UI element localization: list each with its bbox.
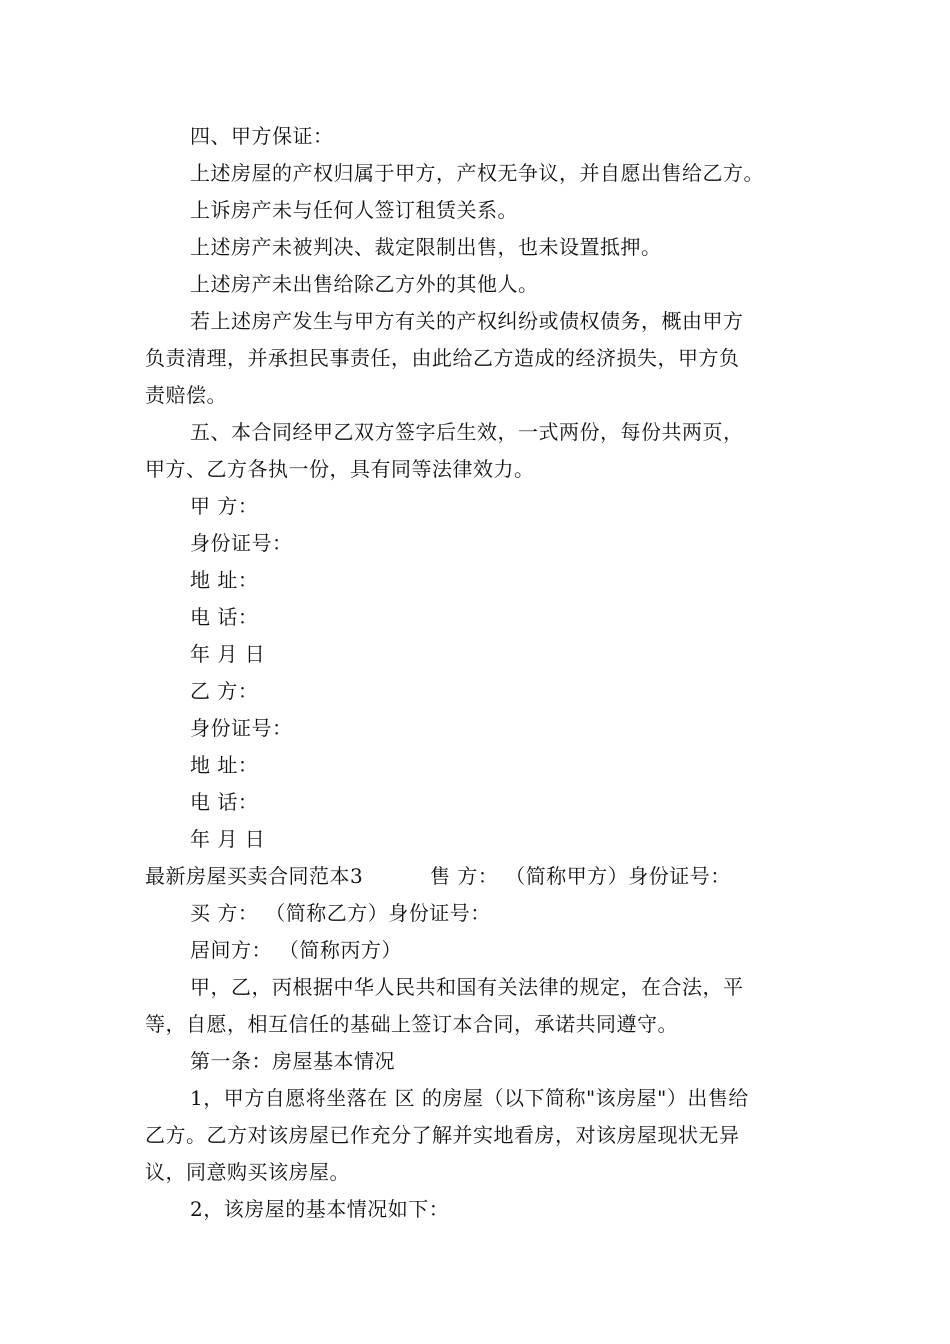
- section4-item-4: 上述房产未出售给除乙方外的其他人。: [190, 272, 539, 296]
- section4-item-2: 上诉房产未与任何人签订租赁关系。: [190, 198, 518, 222]
- section5-line-2: 甲方、乙方各执一份，具有同等法律效力。: [145, 457, 535, 481]
- party-b-address: 地 址：: [190, 753, 259, 777]
- section4-item-1: 上述房屋的产权归属于甲方，产权无争议，并自愿出售给乙方。: [190, 161, 764, 185]
- section4-paragraph-line-3: 责赔偿。: [145, 383, 227, 407]
- party-a-id: 身份证号：: [190, 531, 293, 555]
- section4-paragraph-line-1: 若上述房产发生与甲方有关的产权纠纷或债权债务，概由甲方: [190, 309, 744, 333]
- article1-heading: 第一条：房屋基本情况: [190, 1049, 395, 1073]
- party-a-date: 年 月 日: [190, 642, 266, 666]
- party-b-name: 乙 方：: [190, 679, 259, 703]
- section4-paragraph-line-2: 负责清理，并承担民事责任，由此给乙方造成的经济损失，甲方负: [145, 346, 740, 370]
- article1-item1-line-2: 乙方。乙方对该房屋已作充分了解并实地看房，对该房屋现状无异: [145, 1123, 740, 1147]
- article1-item2: 2，该房屋的基本情况如下：: [190, 1197, 450, 1221]
- section4-heading: 四、甲方保证：: [190, 124, 334, 148]
- party-b-date: 年 月 日: [190, 827, 266, 851]
- contract3-buyer: 买 方： （简称乙方）身份证号：: [190, 901, 491, 925]
- article1-item1-line-1: 1，甲方自愿将坐落在 区 的房屋（以下简称"该房屋"）出售给: [190, 1086, 749, 1110]
- contract3-agent: 居间方： （简称丙方）: [190, 938, 402, 962]
- contract3-title-line: [0, 863, 950, 889]
- party-b-id: 身份证号：: [190, 716, 293, 740]
- contract3-title: 最新房屋买卖合同范本3: [145, 864, 364, 888]
- contract3-intro-line-1: 甲，乙，丙根据中华人民共和国有关法律的规定，在合法，平: [190, 975, 744, 999]
- party-a-address: 地 址：: [190, 568, 259, 592]
- party-b-phone: 电 话：: [190, 790, 259, 814]
- article1-item1-line-3: 议，同意购买该房屋。: [145, 1160, 350, 1184]
- contract3-seller: 售 方： （简称甲方）身份证号：: [430, 864, 731, 888]
- party-a-phone: 电 话：: [190, 605, 259, 629]
- party-a-name: 甲 方：: [190, 494, 259, 518]
- contract3-intro-line-2: 等，自愿，相互信任的基础上签订本合同，承诺共同遵守。: [145, 1012, 678, 1036]
- section4-item-3: 上述房产未被判决、裁定限制出售，也未设置抵押。: [190, 235, 662, 259]
- section5-line-1: 五、本合同经甲乙双方签字后生效，一式两份，每份共两页，: [190, 420, 744, 444]
